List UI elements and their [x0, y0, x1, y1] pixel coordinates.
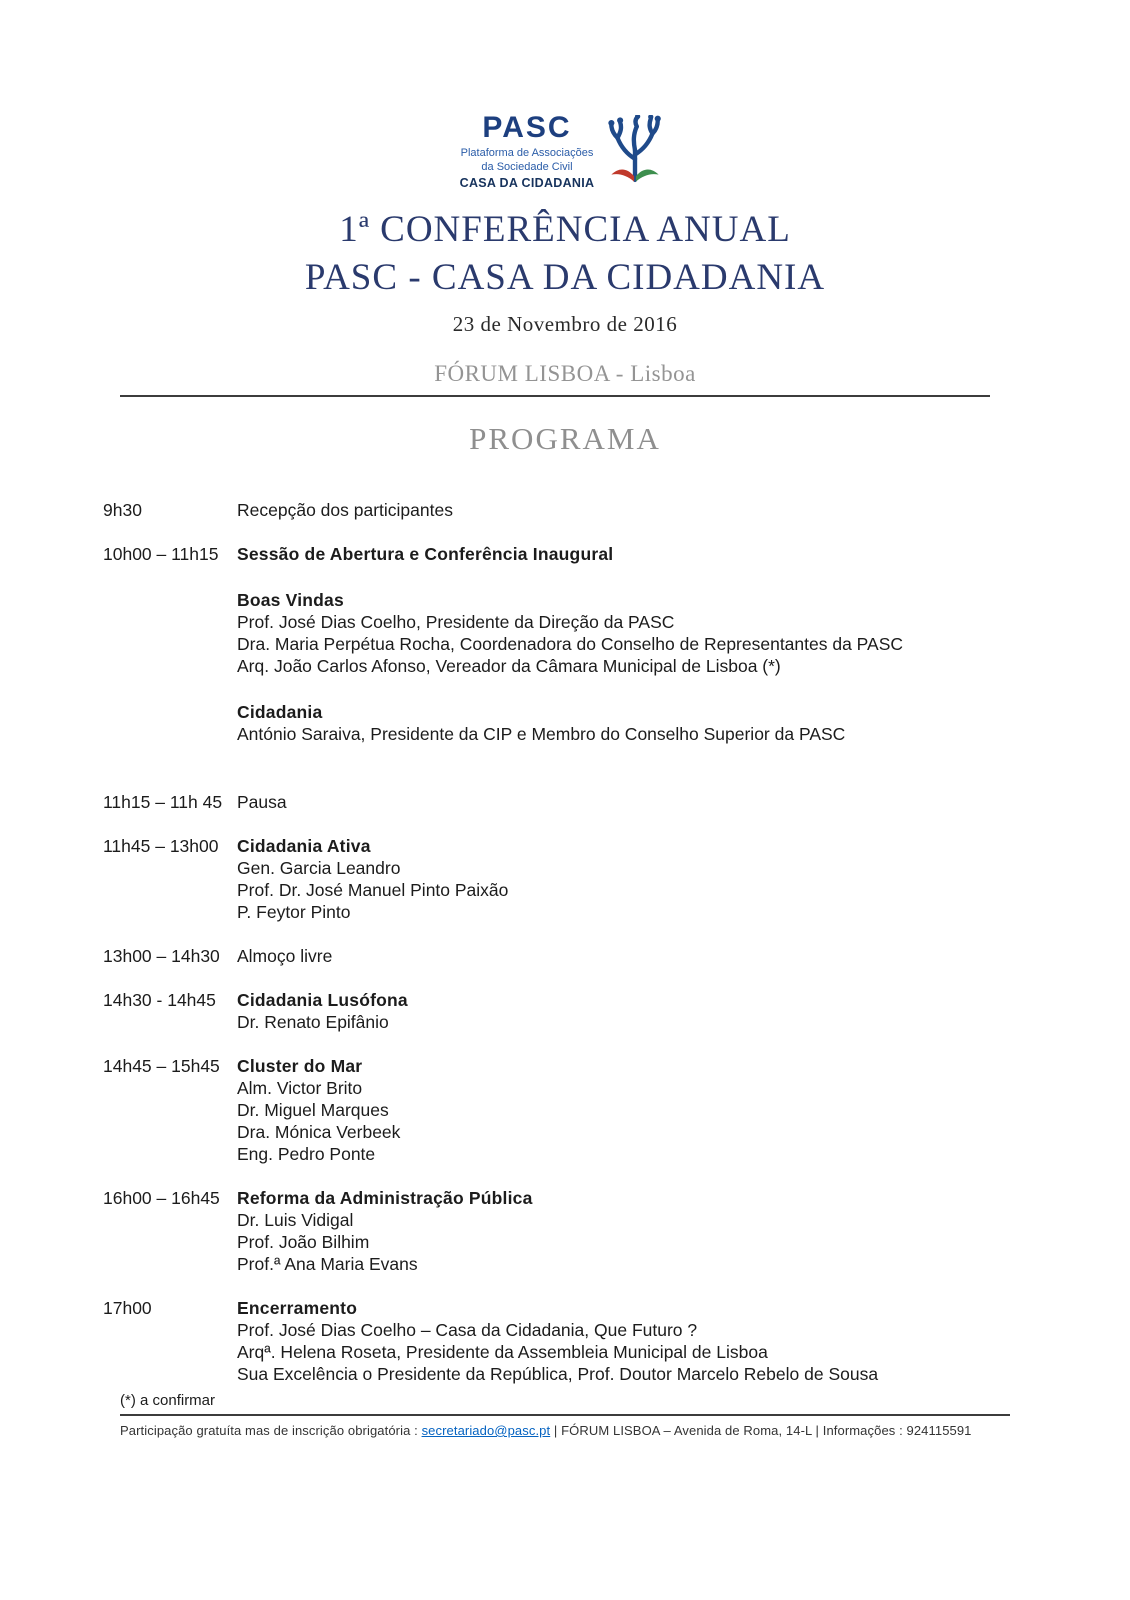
schedule-time: 11h15 – 11h 45: [103, 792, 223, 813]
schedule-entry-content: [237, 945, 1080, 967]
schedule-section: [237, 857, 1080, 923]
schedule-entry-title: Almoço livre: [237, 946, 333, 967]
footer-info-suffix: | FÓRUM LISBOA – Avenida de Roma, 14-L | Informações : 924115591: [550, 1423, 972, 1438]
schedule-section: [237, 589, 1080, 677]
schedule-speaker-line: Prof. João Bilhim: [237, 1232, 370, 1253]
schedule-speaker-line: Dr. Miguel Marques: [237, 1100, 389, 1121]
title-line1: 1ª CONFERÊNCIA ANUAL: [339, 209, 791, 251]
schedule-section-heading: Cidadania: [237, 702, 323, 723]
schedule-time: 16h00 – 16h45: [103, 1188, 220, 1209]
schedule-section-heading: Boas Vindas: [237, 590, 344, 611]
schedule-entry: [103, 1055, 1080, 1165]
footer-divider: [120, 1414, 1010, 1416]
schedule-entry-content: [237, 835, 1080, 923]
logo-tagline-line2: da Sociedade Civil: [481, 160, 573, 173]
schedule-time: 17h00: [103, 1298, 152, 1319]
schedule-entry-title: Pausa: [237, 792, 287, 813]
schedule-entry: [103, 499, 1080, 521]
schedule-entry-title: Recepção dos participantes: [237, 500, 453, 521]
schedule-entry-title: Cidadania Lusófona: [237, 990, 408, 1011]
schedule-time: 14h45 – 15h45: [103, 1056, 220, 1077]
schedule-speaker-line: Arq. João Carlos Afonso, Vereador da Câmara Municipal de Lisboa (*): [237, 656, 781, 677]
schedule: [103, 499, 1080, 1385]
schedule-entry-title: Sessão de Abertura e Conferência Inaugural: [237, 544, 614, 565]
schedule-entry: [103, 989, 1080, 1033]
schedule-speaker-line: Sua Excelência o Presidente da República, Prof. Doutor Marcelo Rebelo de Sousa: [237, 1364, 879, 1385]
schedule-speaker-line: Prof. José Dias Coelho, Presidente da Direção da PASC: [237, 612, 675, 633]
tree-icon: [600, 115, 670, 187]
schedule-entry: [103, 1187, 1080, 1275]
logo-tagline: [460, 146, 595, 175]
schedule-entry-content: [237, 499, 1080, 521]
schedule-speaker-line: Arqª. Helena Roseta, Presidente da Assembleia Municipal de Lisboa: [237, 1342, 768, 1363]
schedule-speaker-line: Dra. Maria Perpétua Rocha, Coordenadora do Conselho de Representantes da PASC: [237, 634, 904, 655]
schedule-section: [237, 1011, 1080, 1033]
schedule-speaker-line: Prof.ª Ana Maria Evans: [237, 1254, 418, 1275]
footer: [120, 1392, 1010, 1438]
schedule-entry: [103, 835, 1080, 923]
program-heading: PROGRAMA: [469, 421, 661, 457]
schedule-speaker-line: Alm. Victor Brito: [237, 1078, 363, 1099]
schedule-speaker-line: Prof. Dr. José Manuel Pinto Paixão: [237, 880, 509, 901]
schedule-section: [237, 1077, 1080, 1165]
schedule-entry-content: [237, 543, 1080, 745]
schedule-time: 10h00 – 11h15: [103, 544, 219, 565]
logo-tagline-line1: Plataforma de Associações: [460, 146, 594, 159]
schedule-speaker-line: Prof. José Dias Coelho – Casa da Cidadania, Que Futuro ?: [237, 1320, 698, 1341]
logo-text: [460, 112, 595, 190]
header-divider: [120, 395, 990, 397]
footnote: (*) a confirmar: [120, 1392, 216, 1409]
schedule-entry-content: [237, 989, 1080, 1033]
schedule-entry: [103, 791, 1080, 813]
venue: FÓRUM LISBOA - Lisboa: [434, 361, 696, 387]
schedule-entry: [103, 543, 1080, 745]
event-date: 23 de Novembro de 2016: [452, 312, 678, 337]
schedule-entry-content: [237, 1297, 1080, 1385]
schedule-section: [237, 1319, 1080, 1385]
schedule-entry: [103, 1297, 1080, 1385]
logo: [0, 0, 1130, 190]
schedule-section: [237, 701, 1080, 745]
schedule-entry-title: Reforma da Administração Pública: [237, 1188, 533, 1209]
schedule-entry-title: Encerramento: [237, 1298, 358, 1319]
schedule-entry-title: Cluster do Mar: [237, 1056, 363, 1077]
schedule-speaker-line: Dra. Mónica Verbeek: [237, 1122, 401, 1143]
schedule-entry-content: [237, 791, 1080, 813]
footer-info: [120, 1423, 1010, 1438]
schedule-speaker-line: Eng. Pedro Ponte: [237, 1144, 376, 1165]
schedule-speaker-line: Dr. Luis Vidigal: [237, 1210, 354, 1231]
schedule-speaker-line: Dr. Renato Epifânio: [237, 1012, 389, 1033]
schedule-entry-content: [237, 1187, 1080, 1275]
schedule-entry-title: Cidadania Ativa: [237, 836, 371, 857]
page-title: [0, 206, 1130, 302]
logo-acronym: PASC: [482, 111, 572, 144]
title-line2: PASC - CASA DA CIDADANIA: [304, 257, 826, 299]
schedule-speaker-line: Gen. Garcia Leandro: [237, 858, 401, 879]
schedule-speaker-line: P. Feytor Pinto: [237, 902, 351, 923]
logo-org-name: CASA DA CIDADANIA: [459, 176, 595, 191]
schedule-time: 13h00 – 14h30: [103, 946, 220, 967]
schedule-time: 14h30 - 14h45: [103, 990, 216, 1011]
footer-info-prefix: Participação gratuíta mas de inscrição obrigatória :: [120, 1423, 422, 1438]
schedule-time: 9h30: [103, 500, 142, 521]
schedule-entry: [103, 945, 1080, 967]
schedule-speaker-line: António Saraiva, Presidente da CIP e Membro do Conselho Superior da PASC: [237, 724, 846, 745]
email-link[interactable]: secretariado@pasc.pt: [421, 1423, 551, 1438]
schedule-section: [237, 1209, 1080, 1275]
schedule-entry-content: [237, 1055, 1080, 1165]
schedule-time: 11h45 – 13h00: [103, 836, 219, 857]
